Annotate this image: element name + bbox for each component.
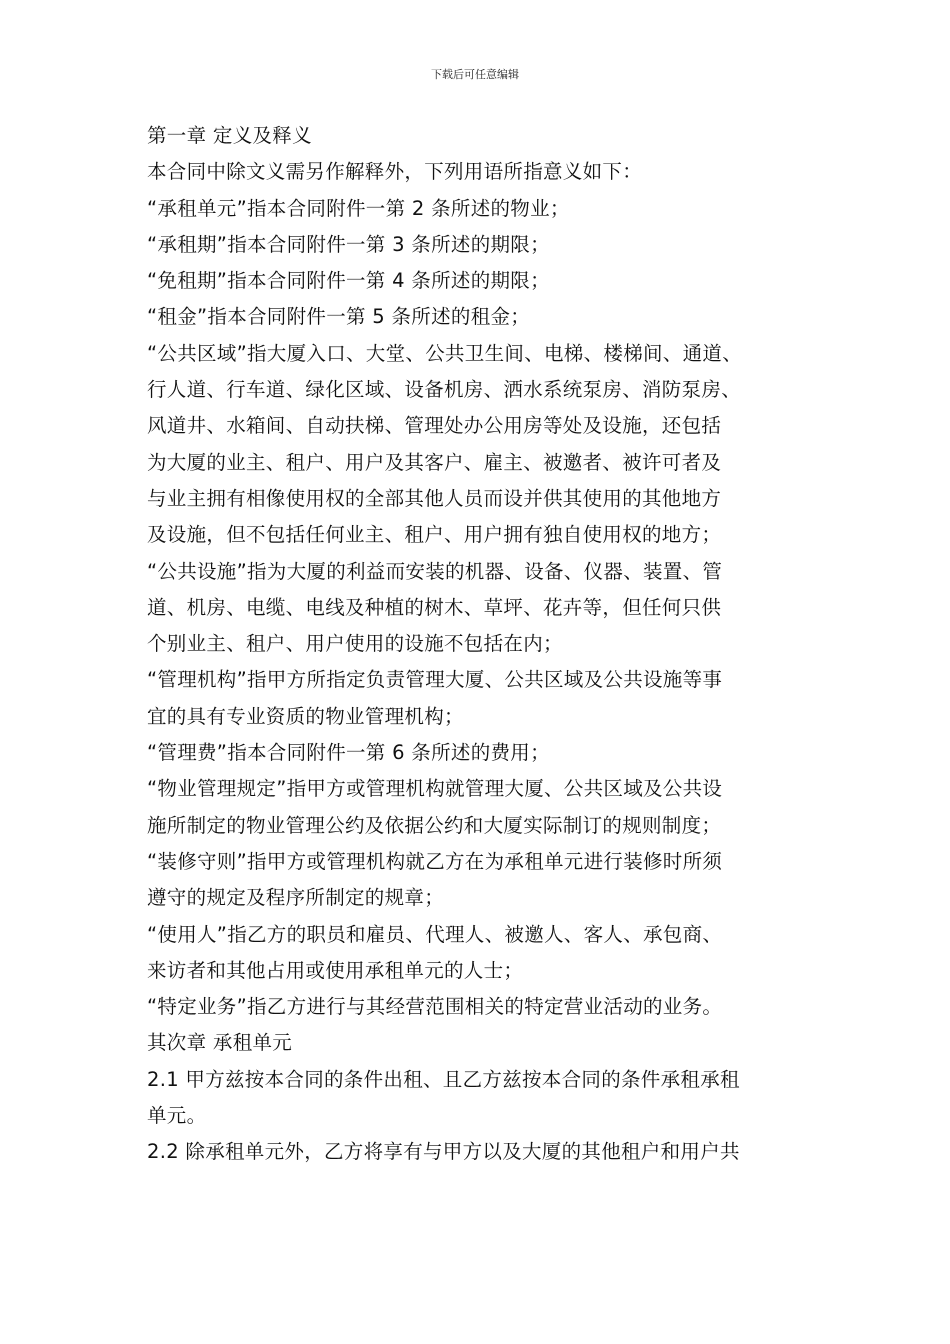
page-header: 下载后可任意编辑 xyxy=(431,68,519,81)
paragraph-line: 个别业主、租户、用户使用的设施不包括在内； xyxy=(147,632,563,656)
paragraph-line: 道、机房、电缆、电线及种植的树木、草坪、花卉等，但任何只供 xyxy=(147,595,722,619)
paragraph-line: 单元。 xyxy=(147,1104,207,1128)
paragraph-line: 2.2 除承租单元外，乙方将享有与甲方以及大厦的其他租户和用户共 xyxy=(147,1140,740,1164)
paragraph-line: “租金”指本合同附件一第 5 条所述的租金； xyxy=(147,305,531,329)
paragraph-line: 遵守的规定及程序所制定的规章； xyxy=(147,886,445,910)
paragraph-line: “免租期”指本合同附件一第 4 条所述的期限； xyxy=(147,269,550,293)
paragraph-line: 2.1 甲方兹按本合同的条件出租、且乙方兹按本合同的条件承租承租 xyxy=(147,1067,740,1091)
paragraph-line: 宜的具有专业资质的物业管理机构； xyxy=(147,704,464,728)
paragraph-line: “管理机构”指甲方所指定负责管理大厦、公共区域及公共设施等事 xyxy=(147,668,723,692)
paragraph-line: 及设施，但不包括任何业主、租户、用户拥有独自使用权的地方； xyxy=(147,523,722,547)
chapter-heading: 第一章 定义及释义 xyxy=(147,124,312,147)
paragraph-line: “承租单元”指本合同附件一第 2 条所述的物业； xyxy=(147,196,570,220)
paragraph-line: “物业管理规定”指甲方或管理机构就管理大厦、公共区域及公共设 xyxy=(147,777,723,801)
paragraph-line: 来访者和其他占用或使用承租单元的人士； xyxy=(147,958,524,982)
chapter-heading: 其次章 承租单元 xyxy=(147,1031,293,1055)
paragraph-line: “公共区域”指大厦入口、大堂、公共卫生间、电梯、楼梯间、通道、 xyxy=(147,341,743,365)
paragraph-line: 与业主拥有相像使用权的全部其他人员而设并供其使用的其他地方 xyxy=(147,486,722,510)
paragraph-line: “使用人”指乙方的职员和雇员、代理人、被邀人、客人、承包商、 xyxy=(147,922,723,946)
document-body xyxy=(147,118,827,1171)
paragraph-line: 本合同中除文义需另作解释外，下列用语所指意义如下： xyxy=(147,160,643,184)
paragraph-line: 施所制定的物业管理公约及依据公约和大厦实际制订的规则制度； xyxy=(147,813,722,837)
paragraph-line: “装修守则”指甲方或管理机构就乙方在为承租单元进行装修时所须 xyxy=(147,849,723,873)
paragraph-line: “特定业务”指乙方进行与其经营范围相关的特定营业活动的业务。 xyxy=(147,995,723,1019)
paragraph-line: 行人道、行车道、绿化区域、设备机房、洒水系统泵房、消防泵房、 xyxy=(147,378,742,402)
paragraph-line: “承租期”指本合同附件一第 3 条所述的期限； xyxy=(147,232,550,256)
paragraph-line: “管理费”指本合同附件一第 6 条所述的费用； xyxy=(147,741,550,765)
paragraph-line: 风道井、水箱间、自动扶梯、管理处办公用房等处及设施，还包括 xyxy=(147,414,722,438)
paragraph-line: “公共设施”指为大厦的利益而安装的机器、设备、仪器、装置、管 xyxy=(147,559,723,583)
paragraph-line: 为大厦的业主、租户、用户及其客户、雇主、被邀者、被许可者及 xyxy=(147,450,722,474)
